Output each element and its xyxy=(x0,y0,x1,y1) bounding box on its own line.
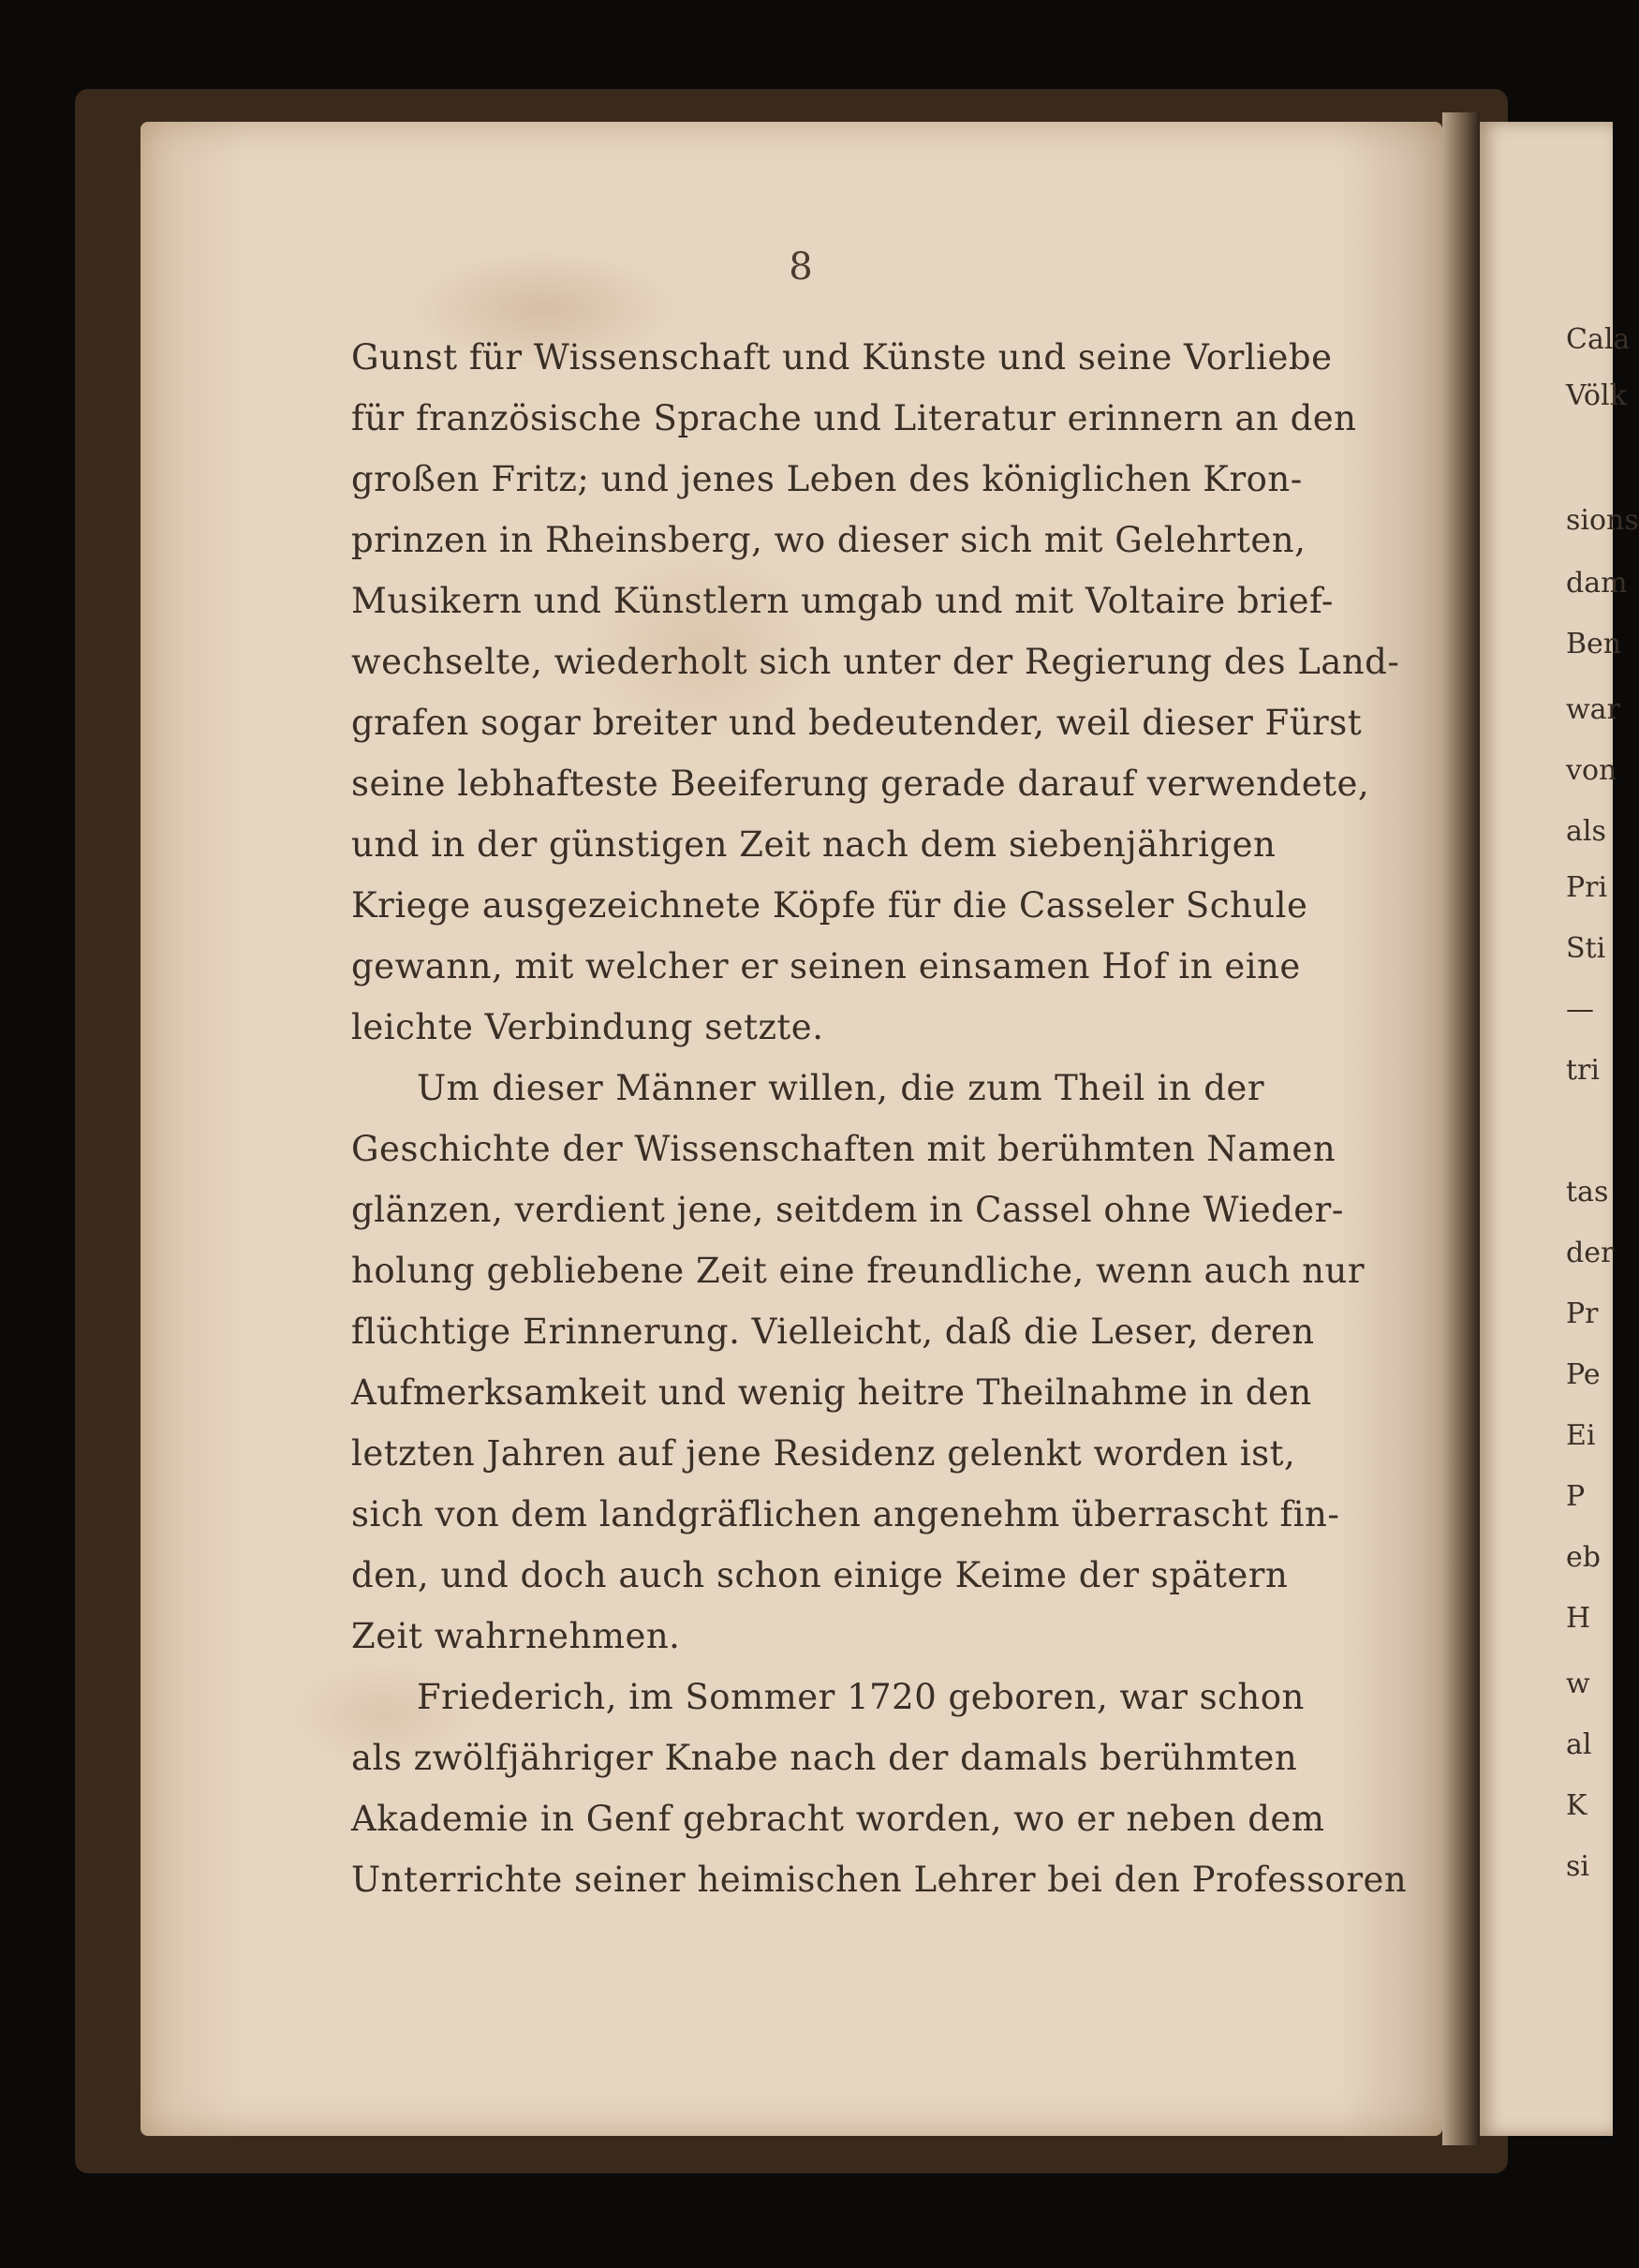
facing-fragment: tas xyxy=(1566,1176,1609,1208)
facing-fragment: als xyxy=(1566,815,1606,848)
text-line: Gunst für Wissenschaft und Künste und seine Vorliebe xyxy=(351,337,1333,378)
facing-fragment: al xyxy=(1566,1728,1592,1761)
text-line: Kriege ausgezeichnete Köpfe für die Casseler Schule xyxy=(351,885,1308,926)
facing-fragment: si xyxy=(1566,1850,1589,1883)
facing-fragment: w xyxy=(1566,1668,1590,1700)
text-line: flüchtige Erinnerung. Vielleicht, daß die Leser, deren xyxy=(351,1312,1315,1352)
text-line: holung gebliebene Zeit eine freundliche, wenn auch nur xyxy=(351,1251,1366,1291)
facing-fragment: Pr xyxy=(1566,1297,1599,1330)
facing-fragment: eb xyxy=(1566,1541,1601,1574)
facing-fragment: dam xyxy=(1566,567,1628,600)
facing-fragment: tri xyxy=(1566,1054,1600,1087)
facing-fragment: Völk xyxy=(1566,379,1627,412)
facing-fragment: war xyxy=(1566,693,1620,726)
text-line: Friederich, im Sommer 1720 geboren, war schon xyxy=(417,1677,1305,1717)
text-line: Zeit wahrnehmen. xyxy=(351,1616,681,1656)
text-line: Geschichte der Wissenschaften mit berühmten Namen xyxy=(351,1129,1336,1169)
facing-fragment: Pri xyxy=(1566,871,1608,904)
text-line: Akademie in Genf gebracht worden, wo er neben dem xyxy=(351,1799,1325,1839)
text-line: prinzen in Rheinsberg, wo dieser sich mit Gelehrten, xyxy=(351,520,1307,560)
text-line: für französische Sprache und Literatur erinnern an den xyxy=(351,398,1357,438)
page-number: 8 xyxy=(789,245,813,289)
text-line: als zwölfjähriger Knabe nach der damals berühmten xyxy=(351,1738,1298,1778)
right-page xyxy=(1480,122,1613,2136)
text-line: grafen sogar breiter und bedeutender, weil dieser Fürst xyxy=(351,703,1363,743)
book-gutter xyxy=(1442,112,1480,2145)
facing-fragment: Cala xyxy=(1566,323,1631,356)
text-line: Aufmerksamkeit und wenig heitre Theilnahme in den xyxy=(351,1372,1312,1413)
facing-fragment: Sti xyxy=(1566,932,1606,965)
text-line: den, und doch auch schon einige Keime der spätern xyxy=(351,1555,1289,1595)
facing-fragment: K xyxy=(1566,1789,1587,1822)
facing-fragment: H xyxy=(1566,1602,1591,1635)
text-line: gewann, mit welcher er seinen einsamen Hof in eine xyxy=(351,946,1301,986)
text-line: Um dieser Männer willen, die zum Theil in der xyxy=(417,1068,1264,1108)
text-line: und in der günstigen Zeit nach dem siebenjährigen xyxy=(351,824,1277,865)
facing-fragment: sions xyxy=(1566,504,1639,537)
text-line: sich von dem landgräflichen angenehm überrascht fin- xyxy=(351,1494,1340,1534)
facing-fragment: Pe xyxy=(1566,1358,1601,1391)
text-line: glänzen, verdient jene, seitdem in Cassel ohne Wieder- xyxy=(351,1190,1344,1230)
text-line: seine lebhafteste Beeiferung gerade darauf verwendete, xyxy=(351,763,1370,804)
facing-fragment: von xyxy=(1566,754,1617,787)
facing-fragment: — xyxy=(1566,993,1594,1026)
text-line: wechselte, wiederholt sich unter der Regierung des Land- xyxy=(351,642,1400,682)
text-line: leichte Verbindung setzte. xyxy=(351,1007,824,1047)
facing-fragment: Ei xyxy=(1566,1419,1596,1452)
facing-fragment: P xyxy=(1566,1480,1586,1513)
text-line: Unterrichte seiner heimischen Lehrer bei den Professoren xyxy=(351,1860,1408,1900)
facing-fragment: Ben xyxy=(1566,628,1622,660)
text-line: großen Fritz; und jenes Leben des königlichen Kron- xyxy=(351,459,1303,499)
text-line: Musikern und Künstlern umgab und mit Voltaire brief- xyxy=(351,581,1334,621)
text-line: letzten Jahren auf jene Residenz gelenkt worden ist, xyxy=(351,1433,1296,1474)
facing-fragment: der xyxy=(1566,1237,1615,1269)
